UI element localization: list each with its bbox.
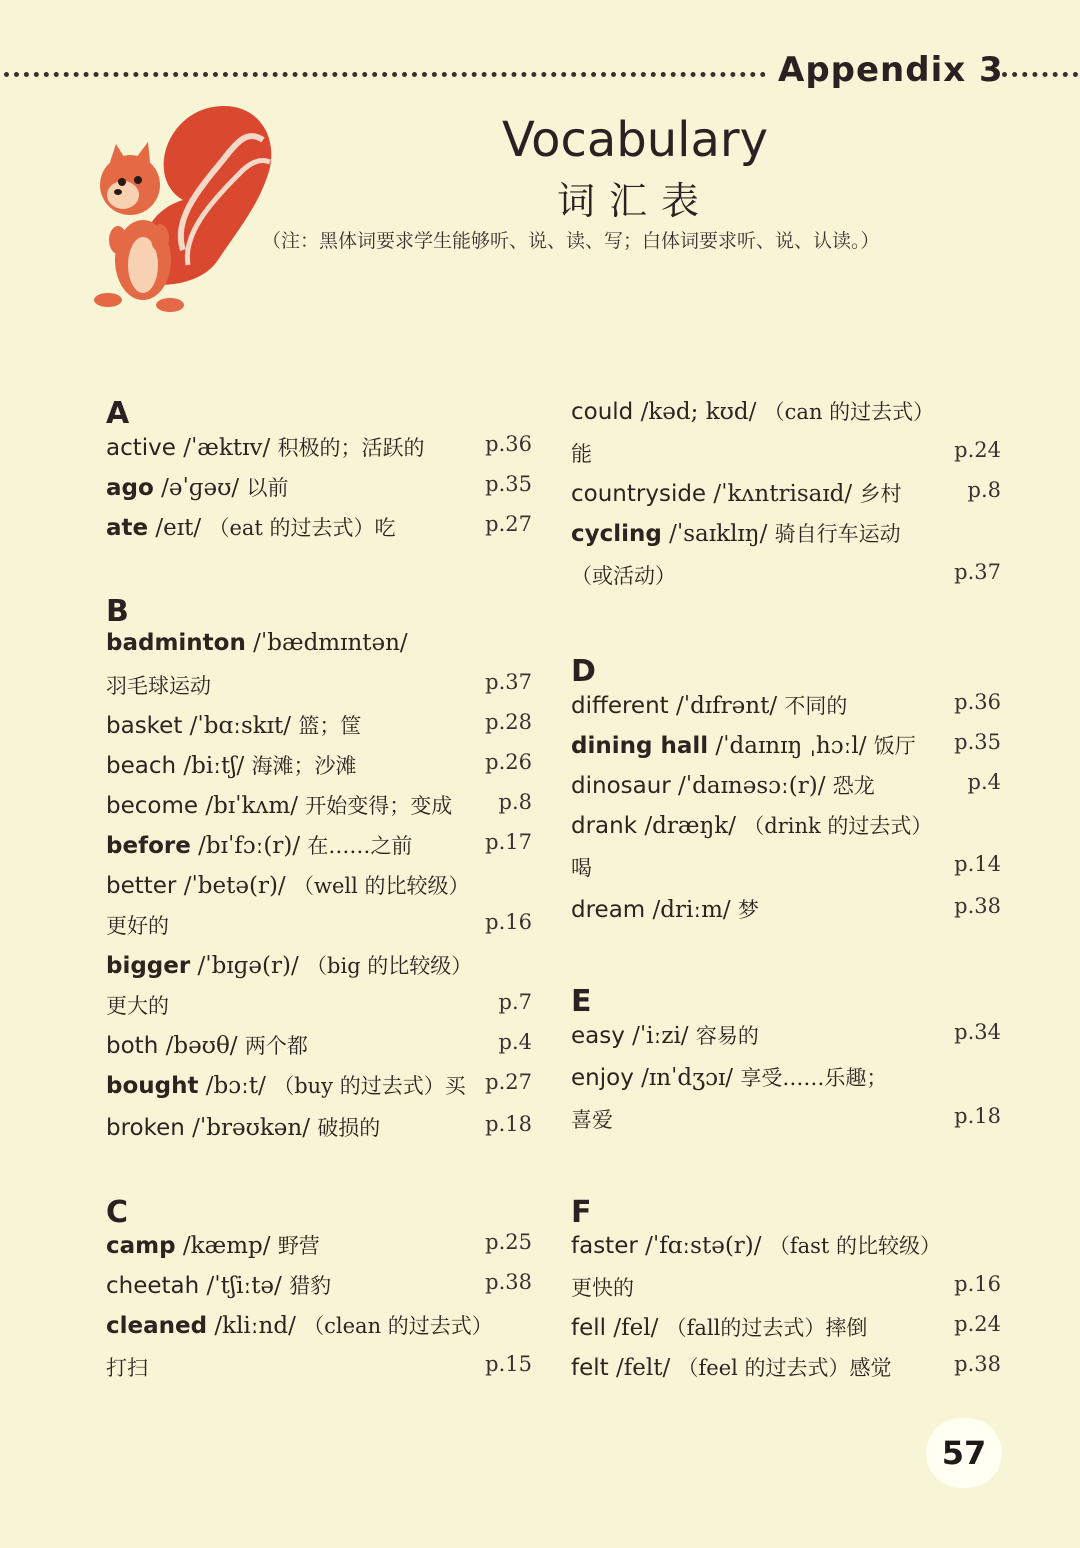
- entry-meaning: 喝: [571, 856, 592, 880]
- entry-phonetic: /ɪnˈdʒɔɪ/: [633, 1065, 741, 1091]
- entry-word: become: [106, 793, 199, 819]
- entry-word: basket: [106, 713, 183, 739]
- entry-phonetic: /bɪˈfɔː(r)/: [190, 833, 308, 859]
- entry-word: fell: [571, 1315, 607, 1341]
- entry-meaning: （clean 的过去式）: [303, 1314, 493, 1338]
- entry-meaning: 以前: [246, 476, 289, 500]
- entry-row: [106, 910, 532, 950]
- entry-row: [571, 810, 1001, 850]
- entry-word: drank: [571, 813, 638, 839]
- entry-row: [106, 1270, 532, 1310]
- section-letter-f: F: [571, 1195, 592, 1230]
- entry-phonetic: /kliːnd/: [207, 1313, 304, 1339]
- entry-row: [106, 1112, 532, 1152]
- usage-note: （注：黑体词要求学生能够听、说、读、写；白体词要求听、说、认读。）: [262, 230, 880, 252]
- page-number: 57: [926, 1418, 1002, 1488]
- entry-meaning: （can 的过去式）: [763, 400, 935, 424]
- entry-meaning: （feel 的过去式）感觉: [677, 1356, 892, 1380]
- entry-row: [571, 1230, 1001, 1270]
- entry-word: countryside: [571, 481, 707, 507]
- entry-meaning: （或活动）: [571, 564, 676, 588]
- entry-row: [106, 432, 532, 472]
- entry-row: [106, 1352, 532, 1392]
- entry-meaning: 篮；筐: [298, 714, 362, 738]
- entry-meaning: 饭厅: [873, 734, 916, 758]
- entry-phonetic: /eɪt/: [148, 515, 209, 541]
- entry-meaning: （fall的过去式）摔倒: [665, 1316, 868, 1340]
- entry-page-ref: p.24: [954, 438, 1001, 462]
- entry-row: [106, 1070, 532, 1110]
- page-subtitle: 词汇表: [556, 179, 713, 223]
- entry-meaning: 喜爱: [571, 1108, 613, 1132]
- entry-phonetic: /kæmp/: [175, 1233, 278, 1259]
- entry-phonetic: /ˈbrəʊkən/: [184, 1115, 318, 1141]
- entry-row: [571, 1272, 1001, 1312]
- page-header: [0, 50, 1080, 94]
- entry-page-ref: p.16: [485, 910, 532, 934]
- entry-page-ref: p.8: [967, 478, 1001, 502]
- entry-meaning: 更快的: [571, 1276, 634, 1300]
- entry-meaning: 恐龙: [832, 774, 875, 798]
- entry-row: [106, 790, 532, 830]
- entry-row: [571, 1020, 1001, 1060]
- entry-page-ref: p.7: [498, 990, 532, 1014]
- entry-word: cleaned: [106, 1313, 208, 1339]
- entry-meaning: （drink 的过去式）: [743, 814, 933, 838]
- entry-word: better: [106, 873, 177, 899]
- entry-page-ref: p.35: [954, 730, 1001, 754]
- header-dotted-rule-left: [4, 72, 766, 77]
- entry-meaning: 更好的: [106, 914, 169, 938]
- entry-phonetic: /ˈbetə(r)/: [176, 873, 293, 899]
- entry-meaning: 在……之前: [307, 834, 413, 858]
- entry-word: broken: [106, 1115, 185, 1141]
- entry-page-ref: p.4: [967, 770, 1001, 794]
- entry-row: [106, 512, 532, 552]
- entry-page-ref: p.26: [485, 750, 532, 774]
- entry-meaning: 两个都: [244, 1034, 308, 1058]
- entry-phonetic: /ˈsaɪklɪŋ/: [661, 521, 775, 547]
- entry-row: [106, 990, 532, 1030]
- entry-phonetic: /kəd; kʊd/: [633, 399, 764, 425]
- entry-word: enjoy: [571, 1065, 634, 1091]
- entry-word: active: [106, 435, 176, 461]
- section-letter-b: B: [106, 594, 129, 629]
- entry-row: [571, 770, 1001, 810]
- entry-page-ref: p.24: [954, 1312, 1001, 1336]
- entry-page-ref: p.15: [485, 1352, 532, 1376]
- entry-row: [106, 710, 532, 750]
- section-letter-a: A: [106, 396, 130, 431]
- entry-word: camp: [106, 1233, 176, 1259]
- entry-page-ref: p.18: [485, 1112, 532, 1136]
- entry-row: [106, 830, 532, 870]
- entry-row: [571, 852, 1001, 892]
- section-letter-c: C: [106, 1195, 129, 1230]
- appendix-heading: Appendix 3: [778, 50, 1004, 90]
- entry-row: [106, 750, 532, 790]
- entry-row: [571, 518, 1001, 558]
- section-letter-d: D: [571, 654, 596, 689]
- entry-row: [571, 478, 1001, 518]
- entry-meaning: 开始变得；变成: [305, 794, 453, 818]
- entry-row: [571, 1104, 1001, 1144]
- entry-meaning: 野营: [277, 1234, 320, 1258]
- entry-row: [571, 396, 1001, 436]
- header-dotted-rule-right: [1002, 72, 1078, 77]
- entry-meaning: 梦: [737, 898, 759, 922]
- entry-word: felt: [571, 1355, 609, 1381]
- entry-row: [571, 560, 1001, 600]
- entry-phonetic: /ˈtʃiːtə/: [199, 1273, 290, 1299]
- entry-page-ref: p.36: [954, 690, 1001, 714]
- entry-row: [571, 1062, 1001, 1102]
- entry-word: beach: [106, 753, 177, 779]
- entry-meaning: （well 的比较级）: [292, 874, 470, 898]
- entry-row: [571, 690, 1001, 730]
- entry-word: bigger: [106, 953, 191, 979]
- entry-phonetic: /ˈkʌntrisaɪd/: [706, 481, 860, 507]
- entry-phonetic: /fel/: [606, 1315, 666, 1341]
- entry-word: cheetah: [106, 1273, 200, 1299]
- entry-meaning: （eat 的过去式）吃: [208, 516, 396, 540]
- entry-page-ref: p.27: [485, 1070, 532, 1094]
- entry-page-ref: p.18: [954, 1104, 1001, 1128]
- entry-meaning: 不同的: [784, 694, 848, 718]
- entry-phonetic: /ˈbɑːskɪt/: [182, 713, 299, 739]
- entry-phonetic: /ˈdɪfrənt/: [668, 693, 785, 719]
- entry-meaning: 破损的: [317, 1116, 381, 1140]
- entry-word: different: [571, 693, 669, 719]
- entry-page-ref: p.14: [954, 852, 1001, 876]
- entry-row: [106, 950, 532, 990]
- entry-page-ref: p.36: [485, 432, 532, 456]
- entry-meaning: （big 的比较级）: [306, 954, 473, 978]
- entry-page-ref: p.27: [485, 512, 532, 536]
- entry-meaning: 打扫: [106, 1356, 148, 1380]
- entry-meaning: （buy 的过去式）买: [273, 1074, 466, 1098]
- entry-meaning: 骑自行车运动: [774, 522, 901, 546]
- entry-page-ref: p.25: [485, 1230, 532, 1254]
- entry-meaning: 积极的；活跃的: [277, 436, 425, 460]
- entry-row: [106, 670, 532, 710]
- entry-word: bought: [106, 1073, 199, 1099]
- section-letter-e: E: [571, 984, 592, 1019]
- entry-word: cycling: [571, 521, 662, 547]
- entry-word: before: [106, 833, 191, 859]
- entry-meaning: 容易的: [695, 1024, 759, 1048]
- entry-word: both: [106, 1033, 159, 1059]
- entry-phonetic: /ˈbɪɡə(r)/: [190, 953, 307, 979]
- entry-phonetic: /bɔːt/: [198, 1073, 274, 1099]
- entry-meaning: 能: [571, 442, 592, 466]
- entry-phonetic: /ˈbædmɪntən/: [245, 630, 408, 656]
- entry-page-ref: p.38: [485, 1270, 532, 1294]
- entry-phonetic: /driːm/: [645, 897, 738, 923]
- entry-phonetic: /biːtʃ/: [176, 753, 252, 779]
- entry-meaning: 更大的: [106, 994, 169, 1018]
- entry-phonetic: /ˈæktɪv/: [175, 435, 278, 461]
- entry-phonetic: /ˈfɑːstə(r)/: [637, 1233, 769, 1259]
- entry-row: [571, 1352, 1001, 1392]
- entry-row: [571, 730, 1001, 770]
- squirrel-illustration: [88, 100, 278, 320]
- entry-page-ref: p.34: [954, 1020, 1001, 1044]
- entry-page-ref: p.4: [498, 1030, 532, 1054]
- entry-word: badminton: [106, 630, 246, 656]
- entry-meaning: 海滩；沙滩: [251, 754, 357, 778]
- entry-meaning: 享受……乐趣；: [740, 1066, 888, 1090]
- entry-phonetic: /felt/: [608, 1355, 678, 1381]
- entry-row: [571, 1312, 1001, 1352]
- entry-row: [571, 438, 1001, 478]
- page-title: Vocabulary: [501, 112, 769, 168]
- entry-row: [106, 1230, 532, 1270]
- entry-meaning: 猎豹: [289, 1274, 332, 1298]
- entry-word: ago: [106, 475, 154, 501]
- entry-row: [106, 1310, 532, 1350]
- entry-word: easy: [571, 1023, 625, 1049]
- entry-page-ref: p.8: [498, 790, 532, 814]
- entry-phonetic: /bɪˈkʌm/: [198, 793, 306, 819]
- entry-phonetic: /dræŋk/: [637, 813, 744, 839]
- entry-row: [571, 894, 1001, 934]
- entry-page-ref: p.37: [485, 670, 532, 694]
- entry-page-ref: p.38: [954, 894, 1001, 918]
- entry-page-ref: p.38: [954, 1352, 1001, 1376]
- entry-phonetic: /bəʊθ/: [158, 1033, 245, 1059]
- entry-phonetic: /ˈdaɪnɪŋ ˌhɔːl/: [708, 733, 874, 759]
- entry-meaning: 羽毛球运动: [106, 674, 211, 698]
- entry-word: could: [571, 399, 634, 425]
- entry-row: [106, 630, 532, 670]
- entry-word: dining hall: [571, 733, 709, 759]
- entry-meaning: （fast 的比较级）: [768, 1234, 942, 1258]
- entry-phonetic: /əˈɡəʊ/: [153, 475, 247, 501]
- entry-row: [106, 472, 532, 512]
- entry-word: faster: [571, 1233, 638, 1259]
- entry-page-ref: p.28: [485, 710, 532, 734]
- entry-page-ref: p.16: [954, 1272, 1001, 1296]
- entry-word: dream: [571, 897, 646, 923]
- entry-page-ref: p.37: [954, 560, 1001, 584]
- entry-phonetic: /ˈiːzi/: [624, 1023, 696, 1049]
- entry-row: [106, 1030, 532, 1070]
- entry-page-ref: p.35: [485, 472, 532, 496]
- entry-word: ate: [106, 515, 149, 541]
- entry-row: [106, 870, 532, 910]
- entry-page-ref: p.17: [485, 830, 532, 854]
- entry-phonetic: /ˈdaɪnəsɔː(r)/: [670, 773, 833, 799]
- entry-word: dinosaur: [571, 773, 671, 799]
- entry-meaning: 乡村: [859, 482, 902, 506]
